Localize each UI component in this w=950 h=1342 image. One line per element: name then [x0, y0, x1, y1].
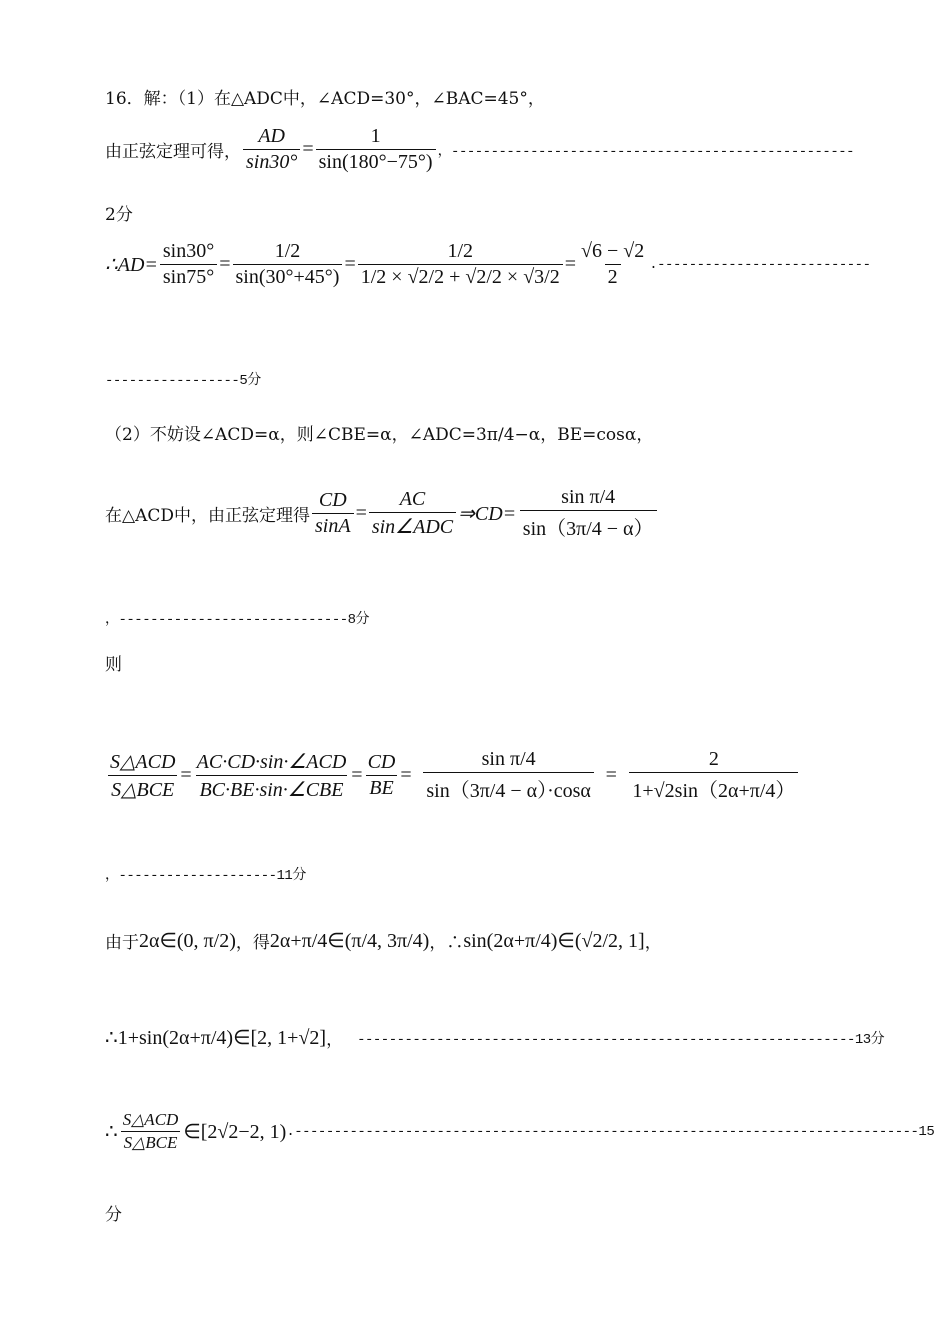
implies-cd: ⇒CD= [458, 503, 517, 525]
range-sin: sin(2α+π/4)∈(√2/2, 1] [463, 930, 645, 952]
dash-line: .--------------------------- [649, 256, 871, 273]
line-13 [105, 1025, 884, 1050]
final-range: ∈[2√2−2, 1) [183, 1121, 287, 1143]
score-unit: 分 [105, 1205, 122, 1225]
therefore-text: ，∴ [429, 933, 464, 953]
line-2-text: 由正弦定理可得， [105, 142, 241, 162]
line-9 [105, 650, 122, 675]
line-2: 由正弦定理可得， $\frac{AD}{\sin 30^\circ}$ = $\frac{1}{\sin(180^\circ-75^\circ)}$ ，--------------------------------------------------- [105, 125, 855, 173]
line-7-text: 在△ACD中，由正弦定理得 [105, 506, 310, 526]
range-1-plus-sin: 1+sin(2α+π/4)∈[2, 1+√2] [117, 1027, 327, 1049]
line-14 [105, 1110, 934, 1153]
frac-den: sin(180°−75°) [316, 149, 436, 174]
line-15 [105, 1200, 122, 1225]
fraction-area-ratio [107, 749, 178, 802]
frac-num: AC·CD·sin·∠ACD [196, 751, 347, 773]
line-10: $\frac{\text{S△ACD}}{\text{S△BCE}}$ = $\frac{\text{AC·CD·sin·∠ACD}}{\text{BC·BE·sin·∠CBE}}$ = $\frac{CD}{BE}$ = $\frac{\text{sin π/4}}{\sin(3\pi/4 - \alpha)\cdot\cos\alpha}$ = $\frac{2}{1+√2\sin(2\alpha+\pi/4)}$ [105, 748, 811, 803]
frac-num: 1 [370, 125, 381, 147]
frac-num: √6 − √2 [581, 240, 645, 262]
get-text: ，得 [235, 933, 270, 953]
frac-den: S△BCE [121, 1131, 181, 1153]
frac-num: AC [399, 488, 426, 510]
line-6-text: （2）不妨设∠ACD=α，则∠CBE=α，∠ADC=3π/4−α，BE=cosα， [105, 425, 654, 445]
then-text: 则 [105, 655, 122, 675]
frac-den: 2 [605, 264, 621, 289]
line-12 [105, 928, 662, 953]
score-8: ，-----------------------------8分 [105, 612, 370, 628]
score-5: -----------------5分 [105, 373, 261, 389]
ad-equals: ∴AD= [105, 254, 158, 276]
line-1-text: 16．解：（1）在△ADC中，∠ACD=30°，∠BAC=45°， [105, 89, 545, 109]
fraction-ac-sinadc [369, 488, 456, 539]
since-text: 由于 [105, 933, 139, 953]
fraction-ad-sin30 [243, 125, 300, 174]
frac-den: sinA [312, 513, 354, 538]
frac-num: sin π/4 [481, 748, 536, 770]
frac-num: S△ACD [122, 1110, 179, 1129]
score-11: ，--------------------11分 [105, 868, 306, 884]
line-8 [105, 608, 369, 628]
fraction-final [619, 748, 809, 803]
line-1 [105, 84, 545, 109]
range-2alpha: 2α∈(0, π/2) [139, 930, 236, 952]
fraction-1-sin105 [316, 125, 436, 174]
frac-num: CD [367, 751, 396, 773]
frac-num: 2 [708, 748, 719, 770]
therefore-symbol: ∴ [105, 1121, 118, 1143]
frac-den: sin（3π/4 − α） [520, 510, 657, 541]
fraction-sin-ratio [414, 748, 604, 803]
frac-num: S△ACD [110, 751, 176, 773]
line-7: 在△ACD中，由正弦定理得 $\frac{CD}{\sin A}$ = $\frac{AC}{\text{sin∠ADC}}$ ⇒CD= $\frac{\text{sin π/4}}{\sin(3\pi/4 - \alpha)}$ [105, 486, 660, 541]
frac-num: 1/2 [447, 240, 474, 262]
frac-den: BC·BE·sin·∠CBE [196, 775, 346, 802]
frac-den: sin(30°+45°) [233, 264, 343, 289]
frac-num: 1/2 [274, 240, 301, 262]
fraction-cd-be [365, 751, 399, 800]
frac-num: sin π/4 [561, 486, 616, 508]
frac-num: CD [318, 489, 347, 511]
dash-line: ，--------------------------------------------------- [437, 143, 855, 160]
fraction-cd-result [518, 486, 658, 541]
score-2: 2分 [105, 205, 133, 225]
line-5 [105, 369, 261, 389]
frac-den: sin30° [243, 149, 300, 174]
line-4: ∴AD= $\frac{\sin 30^\circ}{\sin 75^\circ}$ = $\frac{1/2}{\sin(30^\circ+45^\circ)}$ = $\frac{1/2}{1/2 \times √2/2 + √2/2 \times √3/2}$ = $\frac{√6 - √2}{2}$ .--------------------------- [105, 240, 871, 288]
fraction-cd-sina [312, 489, 354, 538]
line-11 [105, 864, 306, 884]
comma: ， [326, 1030, 344, 1050]
frac-den: S△BCE [108, 775, 177, 802]
frac-den: 1+√2sin（2α+π/4） [629, 772, 798, 803]
fraction-area-ratio-final [120, 1110, 182, 1153]
score-15: .-------------------------------------------------------------------------------15 [286, 1123, 935, 1140]
frac-num: sin30° [162, 240, 215, 262]
range-2alpha-pi4: 2α+π/4∈(π/4, 3π/4) [269, 930, 430, 952]
fraction-sin30-sin75 [160, 240, 217, 289]
frac-den: sin75° [160, 264, 217, 289]
comma: ， [644, 933, 662, 953]
line-6 [105, 420, 653, 445]
fraction-half-expanded [358, 240, 563, 289]
fraction-area-expanded [194, 749, 350, 802]
fraction-half-sin75 [233, 240, 343, 289]
frac-num: AD [258, 125, 285, 147]
frac-den: 1/2 × √2/2 + √2/2 × √3/2 [358, 264, 563, 289]
frac-den: sin∠ADC [369, 512, 456, 539]
frac-den: sin（3π/4 − α）·cosα [423, 772, 594, 803]
score-13: ---------------------------------------------------------------13分 [357, 1031, 885, 1048]
therefore-symbol: ∴ [105, 1027, 118, 1049]
line-3 [105, 200, 133, 225]
frac-den: BE [366, 775, 396, 800]
fraction-result [578, 240, 647, 289]
